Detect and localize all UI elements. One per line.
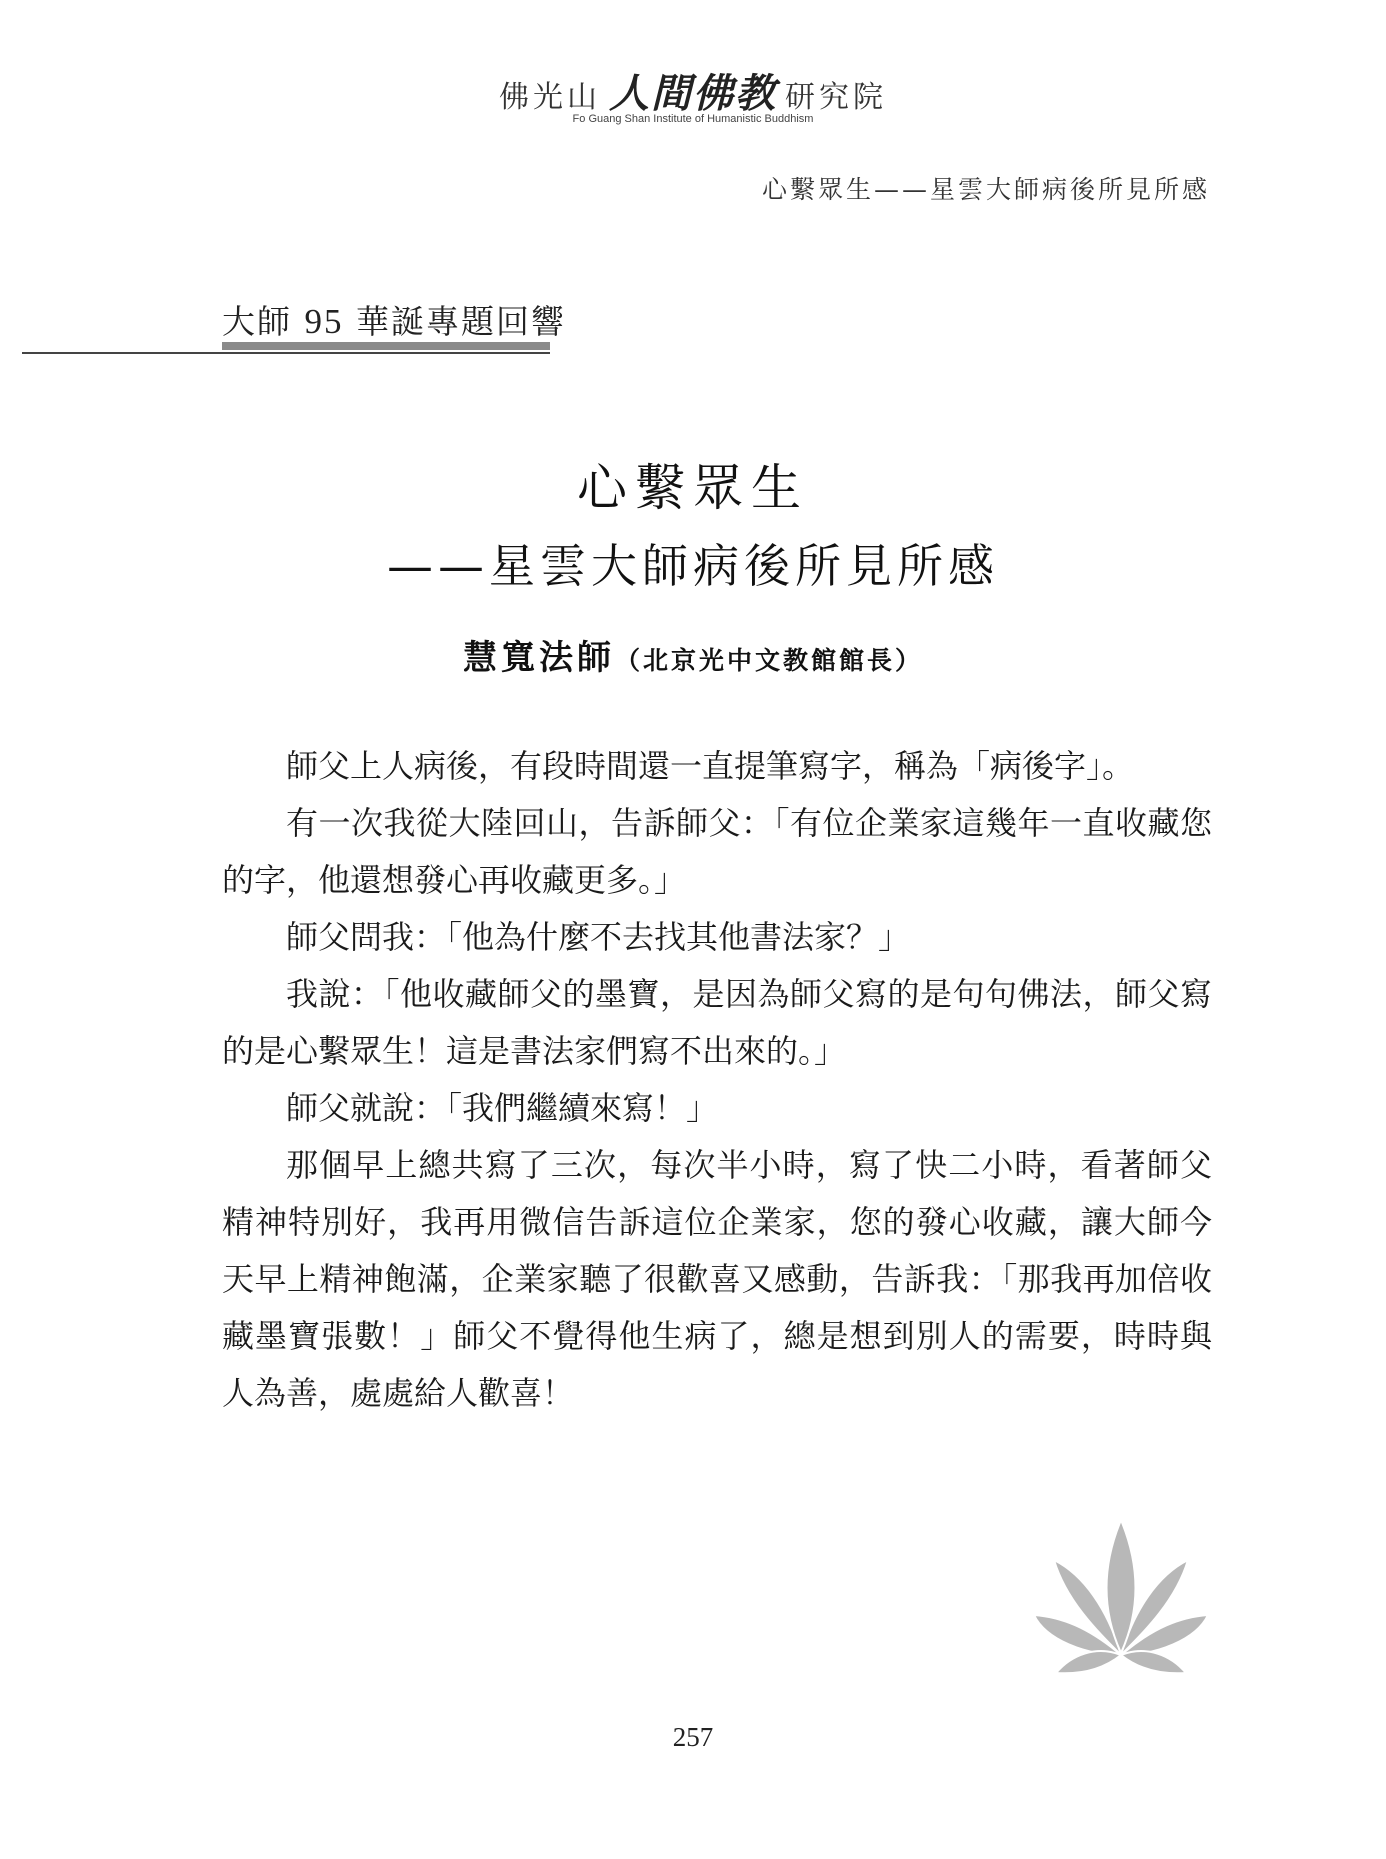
- article-title: 心繫眾生: [577, 459, 809, 517]
- lotus-flower-icon: [1026, 1505, 1216, 1680]
- paragraph: 那個早上總共寫了三次，每次半小時，寫了快二小時，看著師父精神特別好，我再用微信告訴這位企業家，您的發心收藏，讓大師今天早上精神飽滿，企業家聽了很歡喜又感動，告訴我：「那我再加倍收藏墨寶張數！」師父不覺得他生病了，總是想到別人的需要，時時與人為善，處處給人歡喜！: [222, 1146, 1212, 1412]
- section-label-number: 95: [304, 302, 344, 341]
- section-label-prefix: 大師: [222, 302, 292, 341]
- institute-prefix: 佛光山: [499, 80, 601, 115]
- institute-suffix: 研究院: [785, 80, 887, 115]
- paragraph: 我說：「他收藏師父的墨寶，是因為師父寫的是句句佛法，師父寫的是心繫眾生！這是書法家們寫不出來的。」: [222, 975, 1212, 1070]
- author-line: [0, 630, 1386, 679]
- institute-name: [0, 62, 1386, 119]
- paragraph: 師父問我：「他為什麼不去找其他書法家？」: [286, 918, 911, 956]
- section-label-suffix: 華誕專題回響: [356, 302, 566, 341]
- paragraph: 有一次我從大陸回山，告訴師父：「有位企業家這幾年一直收藏您的字，他還想發心再收藏更多。」: [222, 804, 1212, 899]
- author-affiliation: （北京光中文教館館長）: [614, 646, 923, 675]
- article-body: [222, 738, 1212, 1422]
- page-number: 257: [672, 1722, 714, 1752]
- paragraph: 師父就說：「我們繼續來寫！」: [286, 1089, 719, 1127]
- section-underline-bar: [222, 342, 550, 350]
- running-head: 心繫眾生——星雲大師病後所見所感: [761, 175, 1210, 204]
- article-subtitle: ——星雲大師病後所見所感: [387, 539, 999, 593]
- author-name: 慧寬法師: [462, 638, 615, 678]
- institute-name-en: Fo Guang Shan Institute of Humanistic Buddhism: [572, 113, 814, 125]
- institute-brand-logo: 人間佛教: [609, 70, 777, 117]
- section-rule: [22, 352, 550, 354]
- paragraph: 師父上人病後，有段時間還一直提筆寫字，稱為「病後字」。: [286, 747, 1135, 785]
- section-label: [222, 296, 566, 343]
